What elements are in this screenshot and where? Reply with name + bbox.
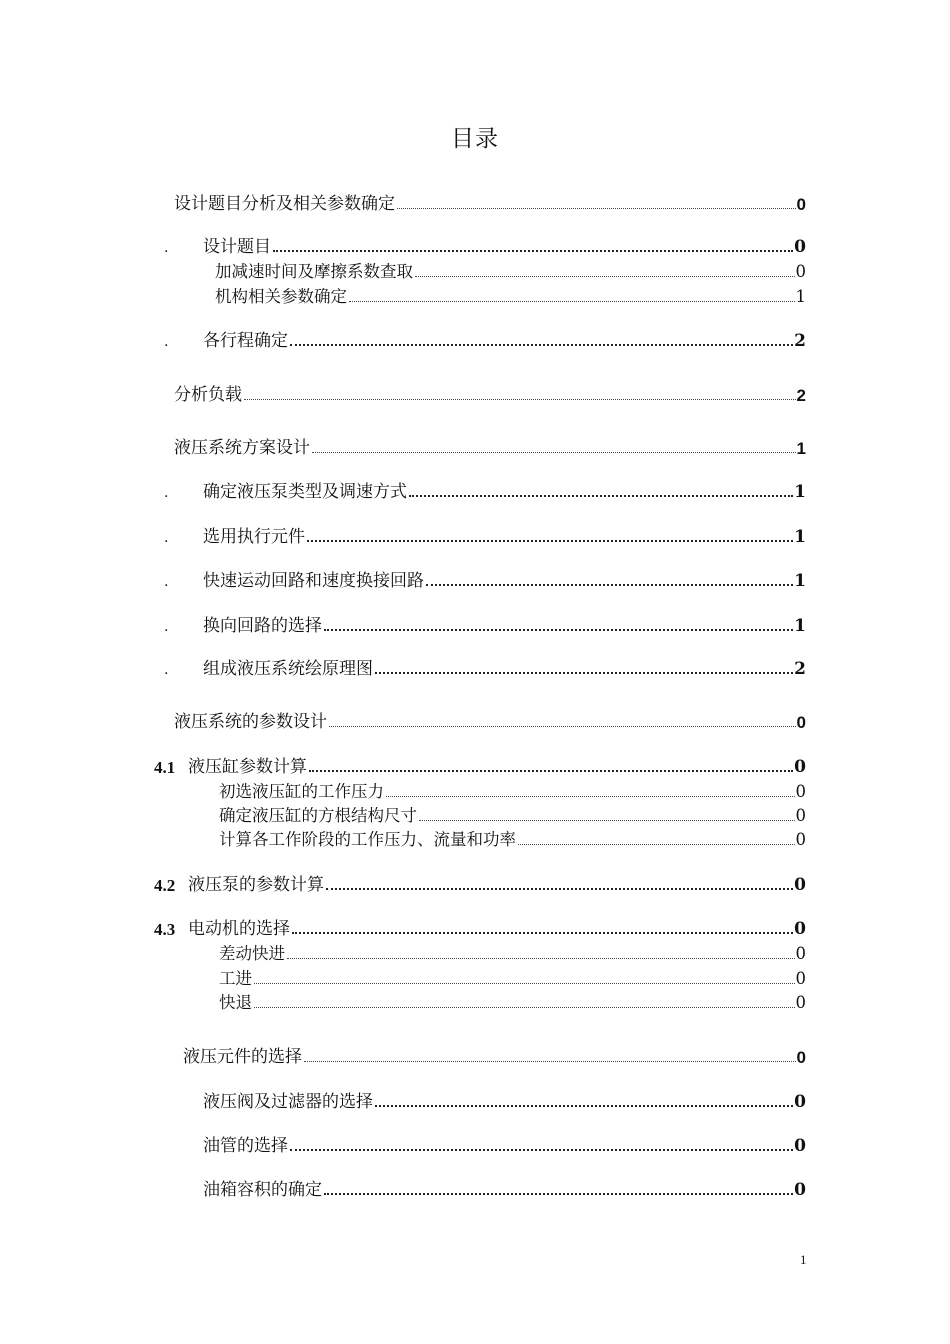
toc-entry[interactable] — [203, 1138, 806, 1155]
toc-bullet: . — [164, 485, 169, 501]
toc-entry-label: 工进 — [219, 969, 252, 988]
dot-leader — [254, 1007, 795, 1008]
toc-page-number: 1 — [795, 287, 806, 306]
toc-entry-label: 快退 — [219, 993, 252, 1012]
dot-leader — [419, 820, 795, 821]
toc-entry[interactable] — [219, 971, 806, 988]
toc-entry-label: 设计题目分析及相关参数确定 — [174, 194, 395, 214]
toc-section-number: 4.3 — [154, 920, 176, 939]
dot-leader — [518, 844, 795, 845]
toc-entry[interactable] — [219, 946, 806, 963]
toc-entry[interactable] — [215, 264, 806, 281]
toc-entry[interactable] — [174, 387, 806, 404]
dot-leader — [324, 1193, 793, 1195]
toc-entry[interactable] — [203, 1182, 806, 1199]
toc-page-number: 0 — [796, 1048, 806, 1067]
toc-page-number: 2 — [794, 659, 806, 679]
toc-page-number: 0 — [794, 1136, 806, 1156]
toc-bullet: . — [164, 530, 169, 546]
dot-leader — [409, 495, 793, 497]
toc-page-number: 0 — [796, 195, 806, 214]
toc-entry-label: 计算各工作阶段的工作压力、流量和功率 — [219, 830, 516, 849]
toc-entry-label: 换向回路的选择 — [203, 616, 322, 636]
toc-entry-label: 油箱容积的确定 — [203, 1180, 322, 1200]
toc-entry[interactable] — [219, 995, 806, 1012]
toc-entry-label: 快速运动回路和速度换接回路 — [203, 571, 424, 591]
toc-entry-label: 确定液压缸的方根结构尺寸 — [219, 806, 417, 825]
toc-entry[interactable] — [174, 196, 806, 213]
toc-page-number: 1 — [794, 616, 806, 636]
dot-leader — [290, 1149, 793, 1151]
toc-entry[interactable] — [174, 714, 806, 731]
dot-leader — [290, 344, 793, 346]
toc-page-number: 0 — [795, 806, 806, 825]
toc-page-number: 2 — [796, 386, 806, 405]
toc-entry-label: 设计题目 — [203, 237, 271, 257]
toc-page-number: 2 — [794, 331, 806, 351]
toc-entry-label: 液压阀及过滤器的选择 — [203, 1092, 373, 1112]
dot-leader — [307, 540, 793, 542]
toc-entry[interactable] — [203, 333, 806, 350]
toc-entry-label: 分析负载 — [174, 385, 242, 405]
toc-page-number: 0 — [795, 262, 806, 281]
toc-page-number: 0 — [795, 782, 806, 801]
toc-bullet: . — [164, 619, 169, 635]
toc-page-number: 1 — [794, 482, 806, 502]
toc-entry-label: 油管的选择 — [203, 1136, 288, 1156]
toc-page-number: 0 — [794, 919, 806, 939]
dot-leader — [415, 276, 795, 277]
toc-page-number: 0 — [795, 969, 806, 988]
toc-entry[interactable] — [203, 661, 806, 678]
toc-page-number: 0 — [794, 757, 806, 777]
toc-page-number: 0 — [796, 713, 806, 732]
toc-entry[interactable] — [215, 289, 806, 306]
toc-entry-label: 电动机的选择 — [188, 919, 290, 939]
toc-entry[interactable] — [203, 618, 806, 635]
dot-leader — [386, 796, 795, 797]
toc-entry[interactable] — [203, 484, 806, 501]
dot-leader — [426, 584, 793, 586]
dot-leader — [329, 726, 796, 727]
toc-entry-label: 选用执行元件 — [203, 527, 305, 547]
toc-entry[interactable] — [183, 1049, 806, 1066]
toc-page-number: 1 — [794, 571, 806, 591]
dot-leader — [324, 629, 793, 631]
toc-entry-label: 液压系统方案设计 — [174, 438, 310, 458]
toc-entry[interactable] — [154, 921, 806, 938]
page-title: 目录 — [451, 126, 499, 152]
toc-entry-label: 机构相关参数确定 — [215, 287, 347, 306]
toc-entry-label: 各行程确定 — [203, 331, 288, 351]
toc-entry-label: 差动快进 — [219, 944, 285, 963]
toc-section-number: 4.2 — [154, 876, 176, 895]
toc-entry[interactable] — [203, 239, 806, 256]
toc-page-number: 1 — [794, 527, 806, 547]
toc-page-number: 1 — [796, 439, 806, 458]
dot-leader — [273, 250, 793, 252]
dot-leader — [287, 958, 795, 959]
toc-entry[interactable] — [154, 759, 806, 776]
toc-entry-label: 液压泵的参数计算 — [188, 875, 324, 895]
toc-page-number: 0 — [794, 1092, 806, 1112]
toc-page-number: 0 — [795, 993, 806, 1012]
toc-entry-label: 加减速时间及摩擦系数查取 — [215, 262, 413, 281]
toc-entry-label: 确定液压泵类型及调速方式 — [203, 482, 407, 502]
toc-entry-label: 液压系统的参数设计 — [174, 712, 327, 732]
dot-leader — [244, 399, 796, 400]
toc-page-number: 0 — [795, 830, 806, 849]
dot-leader — [375, 672, 793, 674]
dot-leader — [292, 932, 793, 934]
toc-page-number: 0 — [794, 237, 806, 257]
toc-entry[interactable] — [219, 784, 806, 801]
dot-leader — [375, 1105, 793, 1107]
dot-leader — [304, 1061, 796, 1062]
toc-bullet: . — [164, 240, 169, 256]
dot-leader — [254, 983, 795, 984]
toc-entry[interactable] — [174, 440, 806, 457]
toc-page-number: 0 — [794, 875, 806, 895]
dot-leader — [397, 208, 796, 209]
toc-bullet: . — [164, 574, 169, 590]
toc-section-number: 4.1 — [154, 758, 176, 777]
dot-leader — [326, 888, 793, 890]
toc-entry-label: 组成液压系统绘原理图 — [203, 659, 373, 679]
dot-leader — [312, 452, 796, 453]
toc-bullet: . — [164, 662, 169, 678]
toc-entry[interactable] — [203, 529, 806, 546]
toc-page-number: 0 — [795, 944, 806, 963]
toc-entry[interactable] — [203, 1094, 806, 1111]
toc-entry[interactable] — [219, 808, 806, 825]
toc-entry[interactable] — [219, 832, 806, 849]
toc-entry-label: 初选液压缸的工作压力 — [219, 782, 384, 801]
toc-entry[interactable] — [203, 573, 806, 590]
dot-leader — [309, 770, 793, 772]
toc-entry-label: 液压元件的选择 — [183, 1047, 302, 1067]
page-number: 1 — [800, 1252, 807, 1267]
toc-page-number: 0 — [794, 1180, 806, 1200]
dot-leader — [349, 301, 795, 302]
toc-bullet: . — [164, 334, 169, 350]
toc-entry[interactable] — [154, 877, 806, 894]
toc-entry-label: 液压缸参数计算 — [188, 757, 307, 777]
